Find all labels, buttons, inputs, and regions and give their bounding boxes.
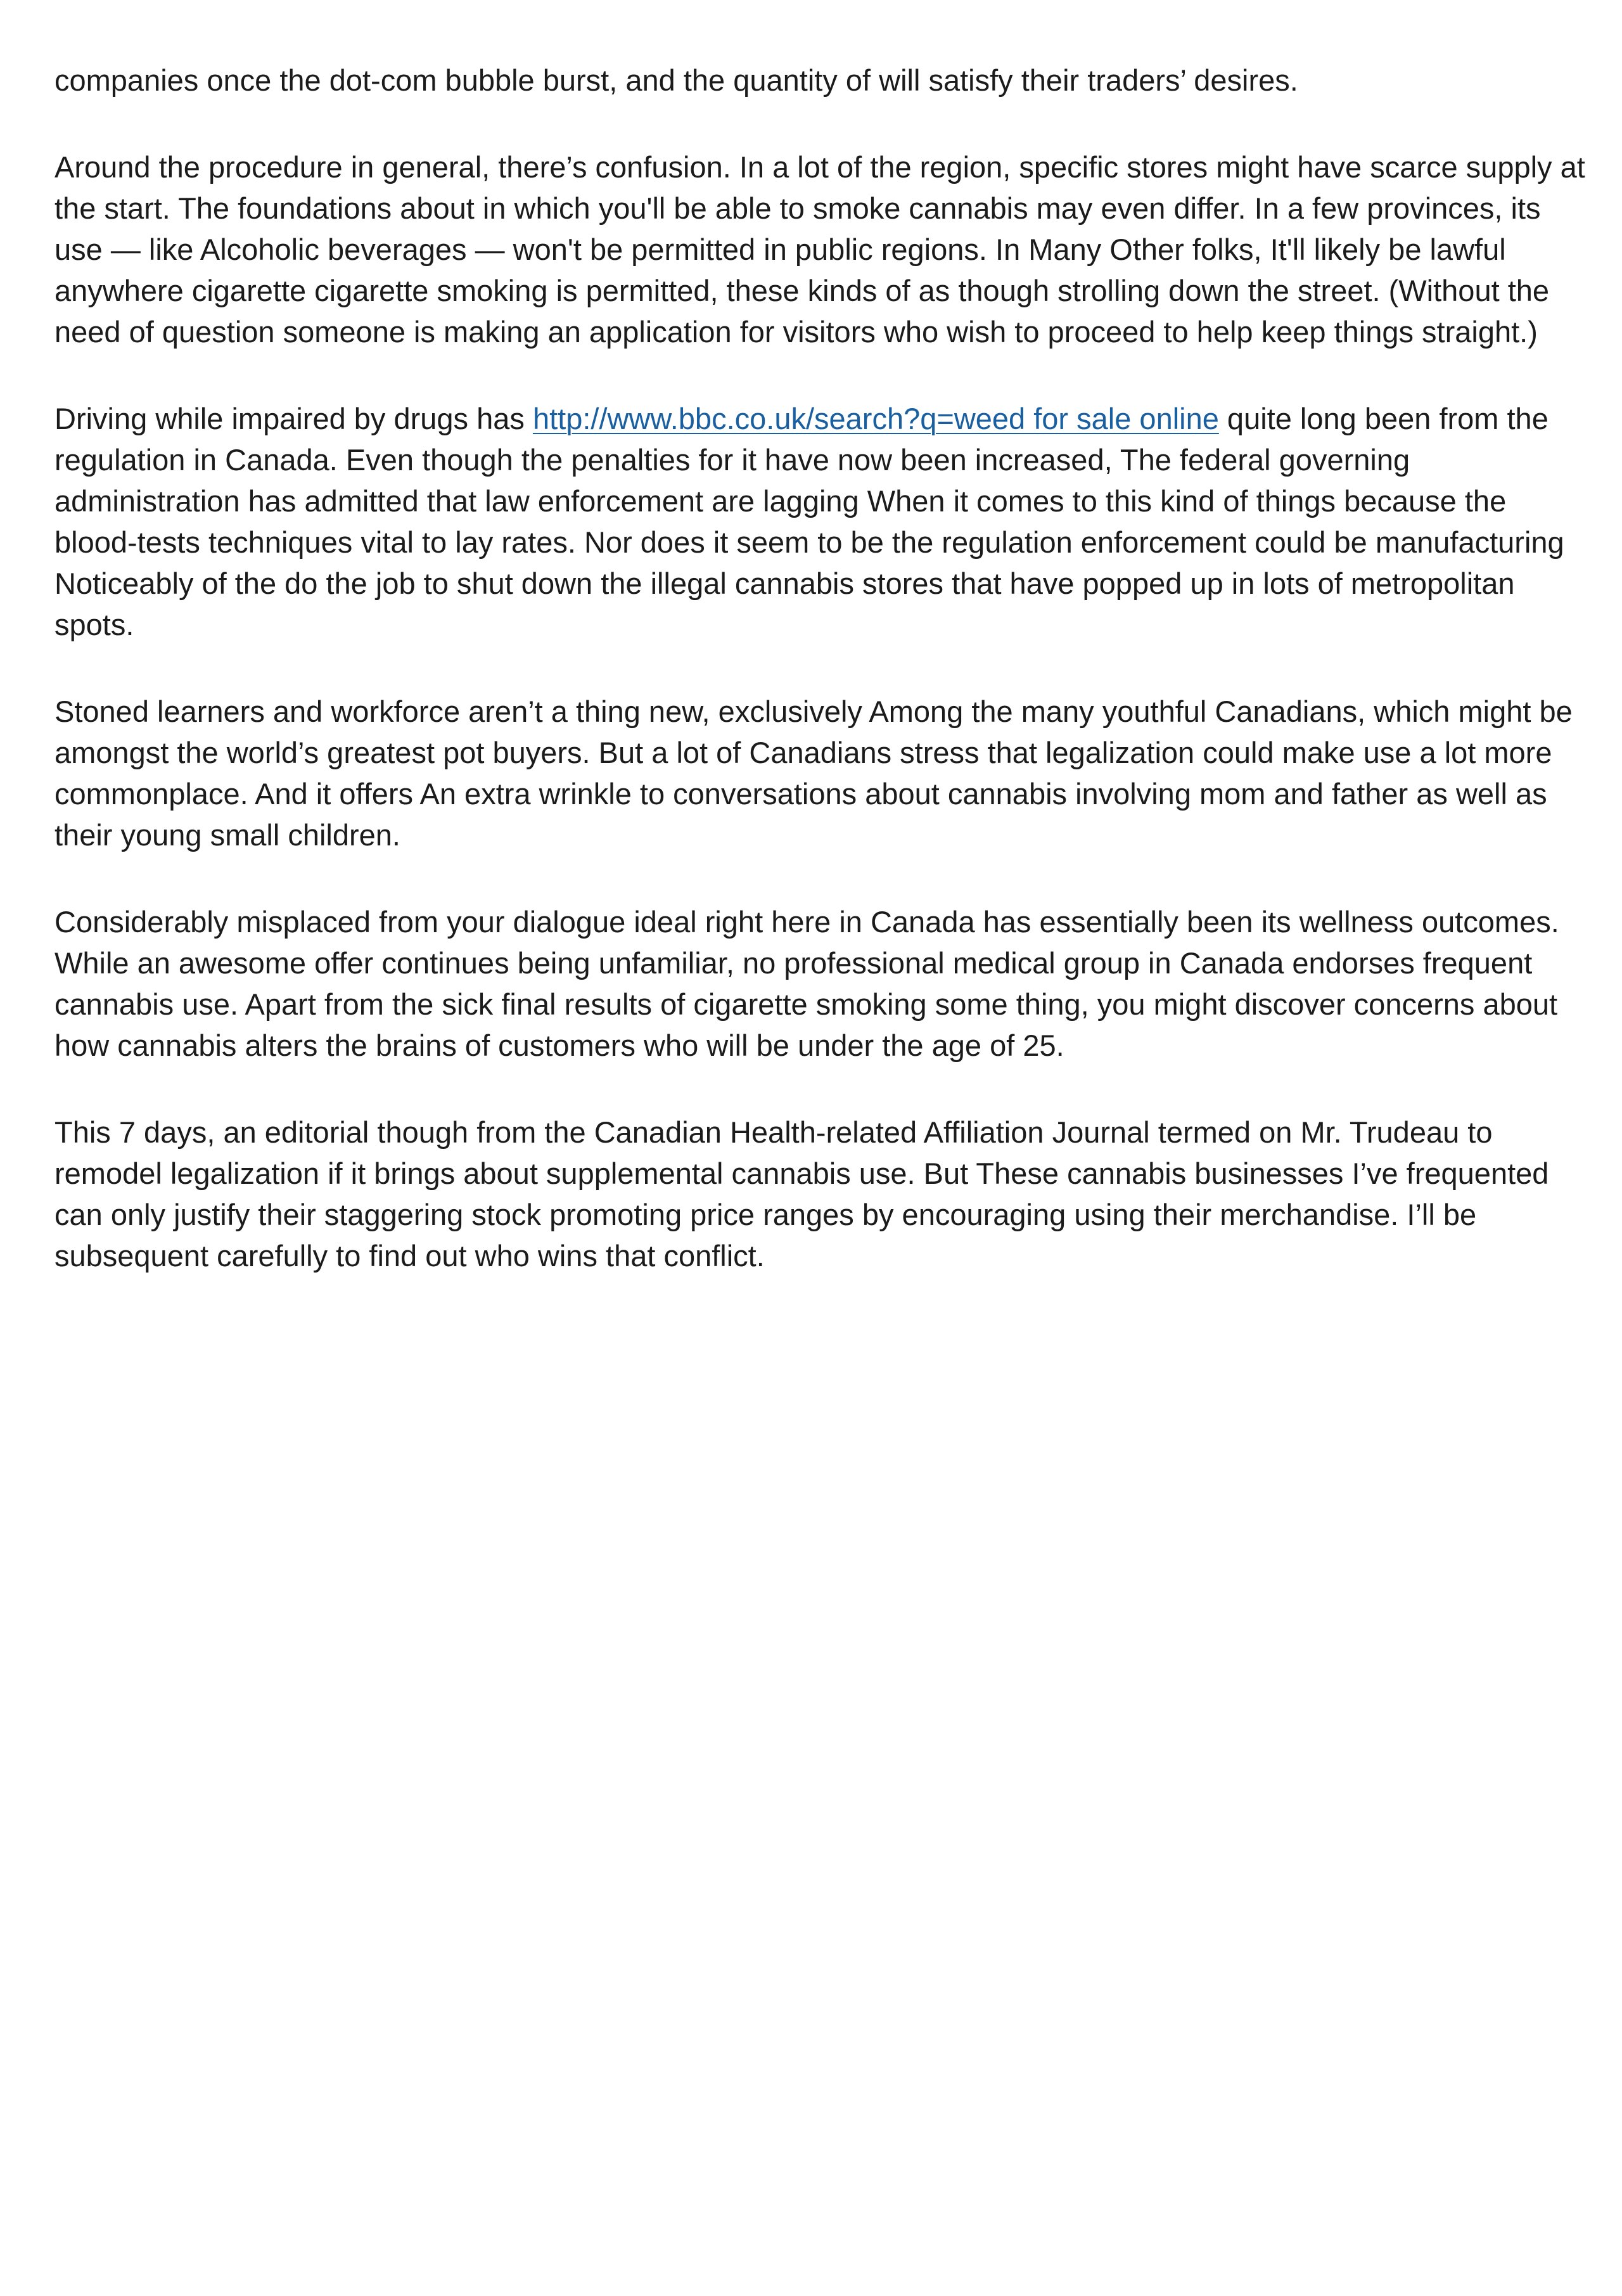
bbc-search-link[interactable]: http://www.bbc.co.uk/search?q=weed for sale online — [532, 402, 1219, 435]
paragraph-4: Stoned learners and workforce aren’t a thing new, exclusively Among the many youthful Canadians, which might be amongst the world’s greatest pot buyers. But a lot of Canadians stress that legalization could make use a lot more commonplace. And it offers An extra wrinkle to conversations about cannabis involving mom and father as well as their young small children. — [54, 695, 1573, 852]
document-body — [54, 60, 1588, 1322]
paragraph-3 — [54, 398, 1588, 645]
paragraph-1: companies once the dot-com bubble burst, and the quantity of will satisfy their traders’ desires. — [54, 63, 1298, 97]
paragraph-3-after-link: quite long been from the regulation in Canada. Even though the penalties for it have now been increased, The federal governing administration has admitted that law enforcement are lagging When it comes to this kind of things because the blood-tests techniques vital to lay rates. Nor does it seem to be the regulation enforcement could be manufacturing Noticeably of the do the job to shut down the illegal cannabis stores that have popped up in lots of metropolitan spots. — [54, 402, 1564, 641]
paragraph-2: Around the procedure in general, there’s confusion. In a lot of the region, specific stores might have scarce supply at the start. The foundations about in which you'll be able to smoke cannabis may even differ. In a few provinces, its use — like Alcoholic beverages — won't be permitted in public regions. In Many Other folks, It'll likely be lawful anywhere cigarette cigarette smoking is permitted, these kinds of as though strolling down the street. (Without the need of question someone is making an application for visitors who wish to proceed to help keep things straight.) — [54, 150, 1585, 349]
paragraph-3-before-link: Driving while impaired by drugs has — [54, 402, 533, 435]
paragraph-6: This 7 days, an editorial though from the Canadian Health-related Affiliation Journal termed on Mr. Trudeau to remodel legalization if it brings about supplemental cannabis use. But These cannabis businesses I’ve frequented can only justify their staggering stock promoting price ranges by encouraging using their merchandise. I’ll be subsequent carefully to find out who wins that conflict. — [54, 1115, 1549, 1273]
paragraph-5: Considerably misplaced from your dialogue ideal right here in Canada has essentially been its wellness outcomes. While an awesome offer continues being unfamiliar, no professional medical group in Canada endorses frequent cannabis use. Apart from the sick final results of cigarette smoking some thing, you might discover concerns about how cannabis alters the brains of customers who will be under the age of 25. — [54, 905, 1559, 1062]
